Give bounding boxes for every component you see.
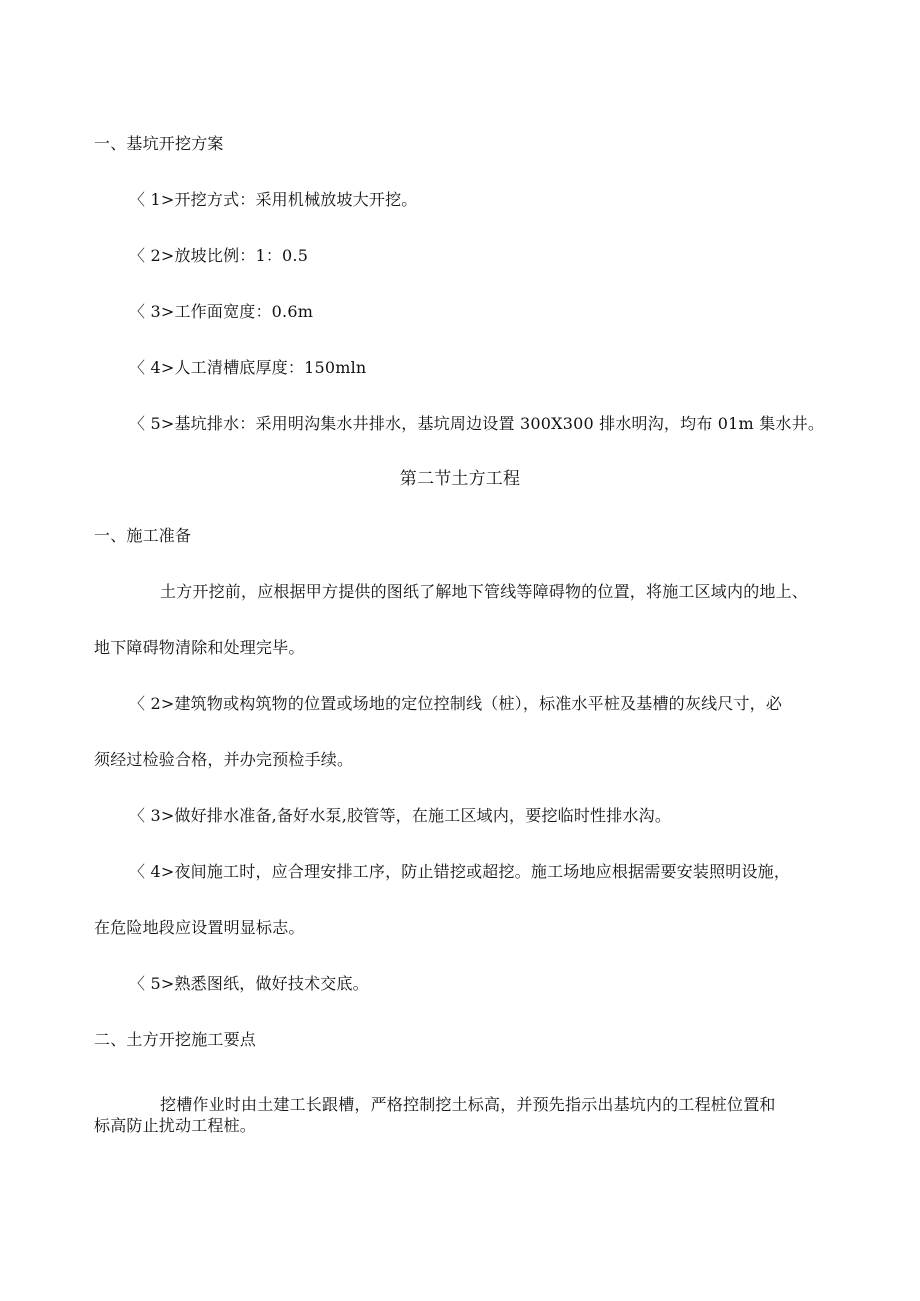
paragraph-prep-line-1: 土方开挖前，应根据甲方提供的图纸了解地下管线等障碍物的位置，将施工区域内的地上、 [160, 582, 809, 601]
paragraph-prep-line-2: 地下障碍物清除和处理完毕。 [94, 638, 305, 657]
list-item-manual-clearing: 〈 4>人工清槽底厚度：150mln [129, 358, 367, 377]
section-heading-preparation: 一、施工准备 [94, 526, 192, 545]
list-item-pit-drainage: 〈 5>基坑排水：采用明沟集水井排水，基坑周边设置 300X300 排水明沟，均布 01m 集水井。 [129, 414, 825, 433]
section-heading-key-points: 二、土方开挖施工要点 [94, 1030, 257, 1049]
list-item-night-work-line-1: 〈 4>夜间施工时，应合理安排工序，防止错挖或超挖。施工场地应根据需要安装照明设施， [129, 862, 791, 881]
section-title-earthwork: 第二节土方工程 [399, 469, 521, 489]
list-item-positioning-line-1: 〈 2>建筑物或构筑物的位置或场地的定位控制线（桩），标准水平桩及基槽的灰线尺寸，必 [129, 694, 783, 713]
section-heading-excavation-plan: 一、基坑开挖方案 [94, 134, 224, 153]
list-item-excavation-method: 〈 1>开挖方式：采用机械放坡大开挖。 [129, 190, 418, 209]
list-item-slope-ratio: 〈 2>放坡比例：1：0.5 [129, 246, 309, 265]
list-item-work-width: 〈 3>工作面宽度：0.6m [129, 302, 314, 321]
paragraph-points-line-1: 挖槽作业时由土建工长跟槽，严格控制挖土标高，并预先指示出基坑内的工程桩位置和 [160, 1095, 776, 1114]
list-item-night-work-line-2: 在危险地段应设置明显标志。 [94, 918, 305, 937]
list-item-positioning-line-2: 须经过检验合格，并办完预检手续。 [94, 750, 354, 769]
paragraph-points-line-2: 标高防止扰动工程桩。 [94, 1116, 257, 1135]
list-item-drainage-prep: 〈 3>做好排水准备,备好水泵,胶管等，在施工区域内，要挖临时性排水沟。 [129, 806, 672, 825]
list-item-drawings: 〈 5>熟悉图纸，做好技术交底。 [129, 974, 369, 993]
